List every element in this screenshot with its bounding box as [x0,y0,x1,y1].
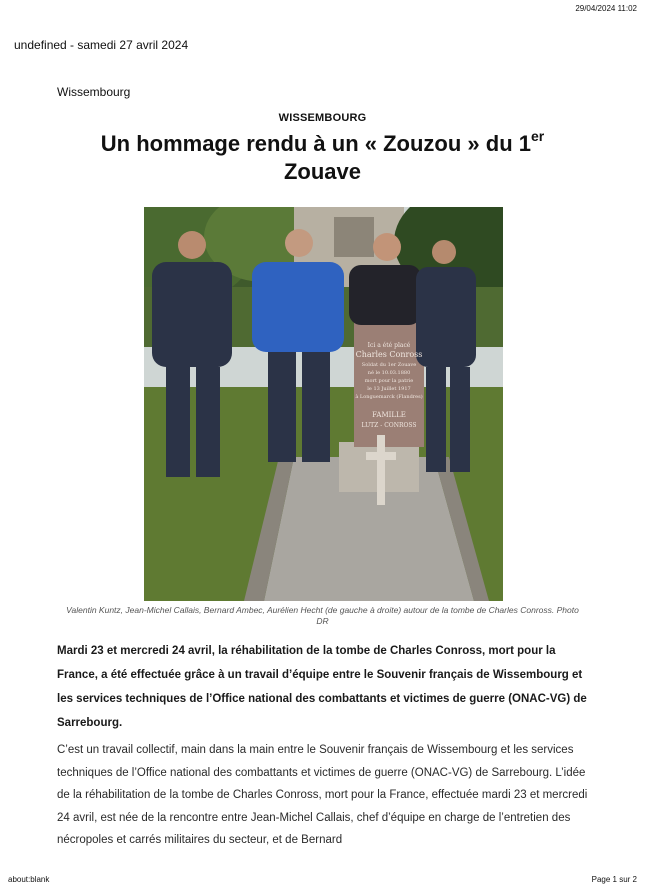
article-photo [144,207,503,601]
tomb-line-8: FAMILLE [372,411,406,419]
article-headline [60,130,585,186]
article-body: C’est un travail collectif, main dans la main entre le Souvenir français de Wissembourg et les services techniques de l’Office national des combattants et victimes de guerre (ONAC-VG) de Sarrebourg. L’idée de la réhabilitation de la tombe de Charles Conross, mort pour la France, effectuée mardi 23 et mercredi 24 avril, est née de la rencontre entre Jean-Michel Callais, chef d’équipe en charge de l’entretien des nécropoles et carrés militaires du secteur, et de Bernard [57,744,588,846]
article-lead: Mardi 23 et mercredi 24 avril, la réhabilitation de la tombe de Charles Conross, mort pour la France, a été effectuée grâce à un travail d’équipe entre le Souvenir français de Wissembourg et les services techniques de l’Office national des combattants et victimes de guerre (ONAC-VG) de Sarrebourg. [57,645,587,729]
tomb-line-6: le 13 Juillet 1917 [367,386,411,392]
tomb-line-4: né le 10.03.1880 [367,370,411,376]
photo-caption: Valentin Kuntz, Jean-Michel Callais, Bernard Ambec, Aurélien Hecht (de gauche à droite) autour de la tombe de Charles Conross. Photo DR [66,605,579,626]
article-rubric: WISSEMBOURG [278,112,367,124]
tomb-line-2: Charles Conross [355,350,423,359]
tomb-line-1: Ici a été placé [367,342,411,349]
print-datetime: 29/04/2024 11:02 [575,4,637,13]
city-label: Wissembourg [57,85,131,99]
headline-end-text: Zouave [283,159,362,184]
tomb-line-7: à Longuemarck (Flandres) [355,394,423,400]
footer-page-number: Page 1 sur 2 [591,875,637,884]
footer-url: about:blank [8,875,50,884]
headline-main-text: Un hommage rendu à un « Zouzou » du 1 [100,131,531,156]
tomb-line-5: mort pour la patrie [364,378,414,384]
headline-superscript: er [531,128,545,144]
source-date-line: undefined - samedi 27 avril 2024 [14,38,189,52]
tomb-line-9: LUTZ - CONROSS [361,422,417,429]
tomb-line-3: Soldat du 1er Zouave [361,362,417,368]
